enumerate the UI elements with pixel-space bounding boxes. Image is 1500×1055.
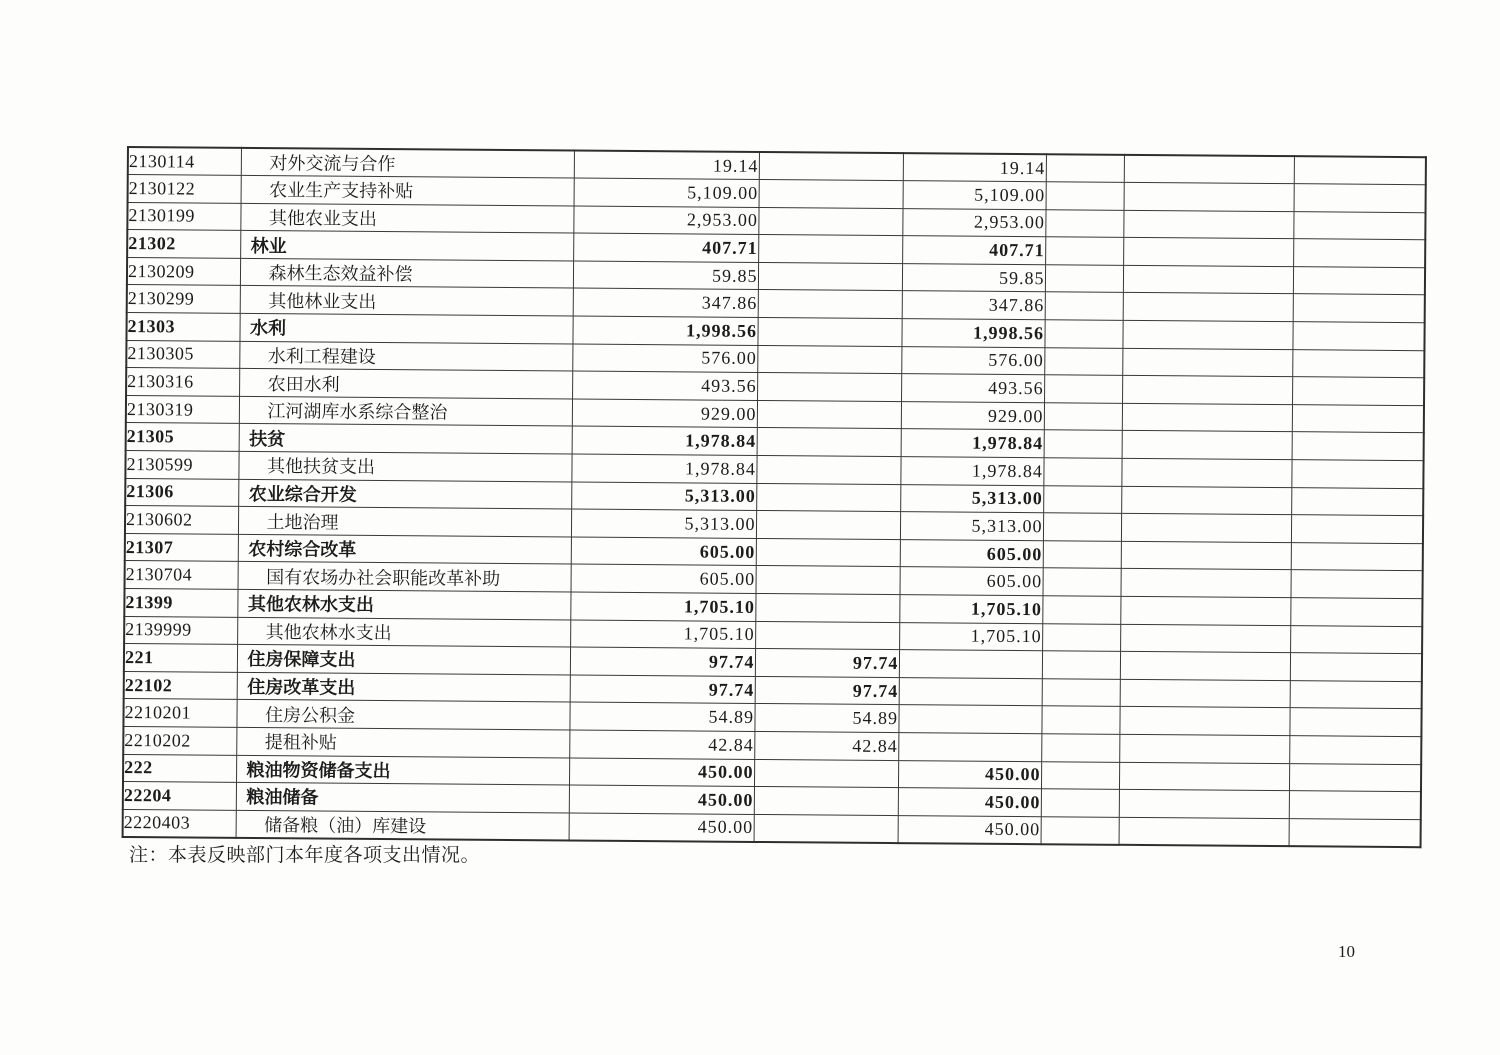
total-amount-cell: 97.74 <box>570 647 755 676</box>
basic-amount-cell <box>758 262 902 291</box>
empty-cell <box>1123 265 1293 294</box>
name-cell: 林业 <box>240 231 573 261</box>
empty-cell <box>1045 292 1123 320</box>
basic-amount-cell: 97.74 <box>755 649 899 678</box>
name-cell: 扶贫 <box>239 424 572 454</box>
project-amount-cell: 5,313.00 <box>900 512 1043 541</box>
total-amount-cell: 929.00 <box>572 399 757 428</box>
name-cell: 农业生产支持补贴 <box>241 175 574 205</box>
empty-cell <box>1123 238 1293 267</box>
expenditure-table <box>122 146 1427 848</box>
project-amount-cell <box>898 705 1041 734</box>
name-cell: 住房公积金 <box>236 700 569 730</box>
empty-cell <box>1289 736 1421 765</box>
project-amount-cell: 407.71 <box>902 236 1045 265</box>
empty-cell <box>1122 348 1292 377</box>
total-amount-cell: 1,978.84 <box>572 426 757 455</box>
empty-cell <box>1042 568 1120 596</box>
empty-cell <box>1119 817 1289 846</box>
empty-cell <box>1043 513 1121 541</box>
empty-cell <box>1044 403 1122 431</box>
project-amount-cell: 347.86 <box>902 291 1045 320</box>
name-cell: 江河湖库水系综合整治 <box>239 396 572 426</box>
empty-cell <box>1292 377 1424 406</box>
empty-cell <box>1042 651 1120 679</box>
code-cell: 2130599 <box>125 451 238 479</box>
total-amount-cell: 42.84 <box>569 730 754 759</box>
basic-amount-cell <box>755 621 899 650</box>
code-cell: 2130199 <box>127 202 240 230</box>
empty-cell <box>1042 596 1120 624</box>
empty-cell <box>1043 541 1121 569</box>
code-cell: 221 <box>124 644 237 672</box>
code-cell: 2210202 <box>123 726 236 754</box>
empty-cell <box>1292 432 1424 461</box>
name-cell: 储备粮（油）库建设 <box>236 810 569 840</box>
code-cell: 2210201 <box>123 699 236 727</box>
code-cell: 2130704 <box>125 561 238 589</box>
total-amount-cell: 5,313.00 <box>571 482 756 511</box>
code-cell: 2130299 <box>127 285 240 313</box>
page-number: 10 <box>1338 942 1355 961</box>
total-amount-cell: 1,998.56 <box>572 316 757 345</box>
empty-cell <box>1119 789 1289 818</box>
empty-cell <box>1042 623 1120 651</box>
total-amount-cell: 19.14 <box>574 151 759 180</box>
total-amount-cell: 347.86 <box>573 288 758 317</box>
project-amount-cell: 929.00 <box>901 401 1044 430</box>
empty-cell <box>1044 347 1122 375</box>
empty-cell <box>1041 789 1119 817</box>
name-cell: 农业综合开发 <box>238 479 571 509</box>
total-amount-cell: 1,705.10 <box>570 592 755 621</box>
empty-cell <box>1119 734 1289 763</box>
empty-cell <box>1292 349 1424 378</box>
empty-cell <box>1289 818 1421 847</box>
total-amount-cell: 576.00 <box>572 344 757 373</box>
empty-cell <box>1044 430 1122 458</box>
empty-cell <box>1121 486 1291 515</box>
empty-cell <box>1120 679 1290 708</box>
empty-cell <box>1041 816 1119 844</box>
total-amount-cell: 1,705.10 <box>570 620 755 649</box>
empty-cell <box>1121 458 1291 487</box>
empty-cell <box>1123 210 1293 239</box>
basic-amount-cell <box>755 593 899 622</box>
project-amount-cell: 1,978.84 <box>901 429 1044 458</box>
project-amount-cell: 1,978.84 <box>900 457 1043 486</box>
empty-cell <box>1120 569 1290 598</box>
code-cell: 2139999 <box>124 616 237 644</box>
empty-cell <box>1122 376 1292 405</box>
total-amount-cell: 5,313.00 <box>571 509 756 538</box>
empty-cell <box>1043 458 1121 486</box>
empty-cell <box>1122 431 1292 460</box>
table-note: 注：本表反映部门本年度各项支出情况。 <box>129 845 481 866</box>
empty-cell <box>1041 734 1119 762</box>
empty-cell <box>1042 678 1120 706</box>
empty-cell <box>1043 485 1121 513</box>
empty-cell <box>1046 154 1124 182</box>
total-amount-cell: 493.56 <box>572 371 757 400</box>
project-amount-cell: 5,109.00 <box>903 181 1046 210</box>
total-amount-cell: 605.00 <box>571 564 756 593</box>
total-amount-cell: 407.71 <box>573 233 758 262</box>
empty-cell <box>1044 375 1122 403</box>
basic-amount-cell <box>758 290 902 319</box>
basic-amount-cell <box>754 814 898 843</box>
empty-cell <box>1124 155 1294 184</box>
empty-cell <box>1120 652 1290 681</box>
name-cell: 住房改革支出 <box>237 672 570 702</box>
project-amount-cell: 59.85 <box>902 263 1045 292</box>
total-amount-cell: 1,978.84 <box>571 454 756 483</box>
name-cell: 提租补贴 <box>236 727 569 757</box>
empty-cell <box>1291 542 1423 571</box>
name-cell: 粮油物资储备支出 <box>236 755 569 785</box>
name-cell: 农田水利 <box>239 369 572 399</box>
name-cell: 其他林业支出 <box>240 286 573 316</box>
empty-cell <box>1290 653 1422 682</box>
total-amount-cell: 54.89 <box>569 702 754 731</box>
code-cell: 2130122 <box>128 175 241 203</box>
name-cell: 其他农业支出 <box>240 203 573 233</box>
project-amount-cell <box>899 650 1042 679</box>
code-cell: 21306 <box>125 478 238 506</box>
empty-cell <box>1045 237 1123 265</box>
empty-cell <box>1293 211 1425 240</box>
project-amount-cell: 450.00 <box>898 788 1041 817</box>
empty-cell <box>1120 624 1290 653</box>
project-amount-cell: 450.00 <box>898 815 1041 844</box>
code-cell: 2220403 <box>123 809 236 837</box>
empty-cell <box>1293 294 1425 323</box>
total-amount-cell: 605.00 <box>571 537 756 566</box>
empty-cell <box>1292 322 1424 351</box>
basic-amount-cell <box>757 428 901 457</box>
basic-amount-cell <box>757 345 901 374</box>
name-cell: 国有农场办社会职能改革补助 <box>238 562 571 592</box>
basic-amount-cell <box>756 483 900 512</box>
empty-cell <box>1293 267 1425 296</box>
empty-cell <box>1119 707 1289 736</box>
empty-cell <box>1291 460 1423 489</box>
basic-amount-cell <box>756 566 900 595</box>
empty-cell <box>1289 763 1421 792</box>
empty-cell <box>1045 209 1123 237</box>
code-cell: 21307 <box>125 533 238 561</box>
empty-cell <box>1041 761 1119 789</box>
empty-cell <box>1041 706 1119 734</box>
total-amount-cell: 450.00 <box>569 785 754 814</box>
empty-cell <box>1294 184 1426 213</box>
project-amount-cell: 5,313.00 <box>900 484 1043 513</box>
expenditure-table-body <box>123 147 1426 847</box>
code-cell: 22204 <box>123 782 236 810</box>
basic-amount-cell: 42.84 <box>754 731 898 760</box>
project-amount-cell: 1,705.10 <box>899 595 1042 624</box>
name-cell: 农村综合改革 <box>238 534 571 564</box>
basic-amount-cell <box>754 787 898 816</box>
name-cell: 森林生态效益补偿 <box>240 258 573 288</box>
empty-cell <box>1121 514 1291 543</box>
project-amount-cell <box>899 677 1042 706</box>
code-cell: 2130316 <box>126 368 239 396</box>
total-amount-cell: 97.74 <box>570 675 755 704</box>
code-cell: 2130319 <box>126 395 239 423</box>
empty-cell <box>1045 265 1123 293</box>
code-cell: 2130602 <box>125 506 238 534</box>
name-cell: 其他农林水支出 <box>237 589 570 619</box>
empty-cell <box>1123 293 1293 322</box>
total-amount-cell: 2,953.00 <box>573 206 758 235</box>
basic-amount-cell <box>756 455 900 484</box>
empty-cell <box>1290 625 1422 654</box>
basic-amount-cell: 54.89 <box>754 704 898 733</box>
expenditure-table-grid <box>122 146 1427 848</box>
basic-amount-cell <box>756 511 900 540</box>
code-cell: 21399 <box>124 588 237 616</box>
name-cell: 其他扶贫支出 <box>238 451 571 481</box>
empty-cell <box>1290 570 1422 599</box>
project-amount-cell: 605.00 <box>900 567 1043 596</box>
basic-amount-cell <box>758 235 902 264</box>
project-amount-cell: 450.00 <box>898 760 1041 789</box>
empty-cell <box>1291 515 1423 544</box>
code-cell: 22102 <box>124 671 237 699</box>
project-amount-cell: 1,705.10 <box>899 622 1042 651</box>
basic-amount-cell <box>754 759 898 788</box>
basic-amount-cell <box>757 318 901 347</box>
basic-amount-cell <box>758 207 902 236</box>
basic-amount-cell <box>757 373 901 402</box>
empty-cell <box>1122 403 1292 432</box>
name-cell: 其他农林水支出 <box>237 617 570 647</box>
empty-cell <box>1292 405 1424 434</box>
empty-cell <box>1122 320 1292 349</box>
project-amount-cell: 576.00 <box>901 346 1044 375</box>
project-amount-cell: 605.00 <box>900 539 1043 568</box>
basic-amount-cell <box>757 400 901 429</box>
empty-cell <box>1120 596 1290 625</box>
name-cell: 粮油储备 <box>236 783 569 813</box>
code-cell: 2130305 <box>126 340 239 368</box>
total-amount-cell: 450.00 <box>569 813 754 842</box>
name-cell: 住房保障支出 <box>237 645 570 675</box>
empty-cell <box>1290 598 1422 627</box>
empty-cell <box>1293 239 1425 268</box>
code-cell: 222 <box>123 754 236 782</box>
empty-cell <box>1289 708 1421 737</box>
code-cell: 21303 <box>126 313 239 341</box>
project-amount-cell: 2,953.00 <box>902 208 1045 237</box>
empty-cell <box>1046 182 1124 210</box>
empty-cell <box>1294 156 1426 185</box>
basic-amount-cell <box>759 180 903 209</box>
basic-amount-cell: 97.74 <box>755 676 899 705</box>
project-amount-cell <box>898 733 1041 762</box>
name-cell: 水利工程建设 <box>239 341 572 371</box>
empty-cell <box>1289 791 1421 820</box>
empty-cell <box>1119 762 1289 791</box>
project-amount-cell: 493.56 <box>901 374 1044 403</box>
total-amount-cell: 59.85 <box>573 261 758 290</box>
code-cell: 2130114 <box>128 147 241 175</box>
name-cell: 土地治理 <box>238 507 571 537</box>
project-amount-cell: 1,998.56 <box>901 319 1044 348</box>
code-cell: 21305 <box>126 423 239 451</box>
basic-amount-cell <box>756 538 900 567</box>
empty-cell <box>1290 680 1422 709</box>
total-amount-cell: 450.00 <box>569 758 754 787</box>
empty-cell <box>1121 541 1291 570</box>
code-cell: 2130209 <box>127 257 240 285</box>
empty-cell <box>1291 487 1423 516</box>
basic-amount-cell <box>759 152 903 181</box>
total-amount-cell: 5,109.00 <box>574 178 759 207</box>
code-cell: 21302 <box>127 230 240 258</box>
name-cell: 水利 <box>239 313 572 343</box>
name-cell: 对外交流与合作 <box>241 148 574 178</box>
project-amount-cell: 19.14 <box>903 153 1046 182</box>
empty-cell <box>1044 320 1122 348</box>
empty-cell <box>1124 182 1294 211</box>
